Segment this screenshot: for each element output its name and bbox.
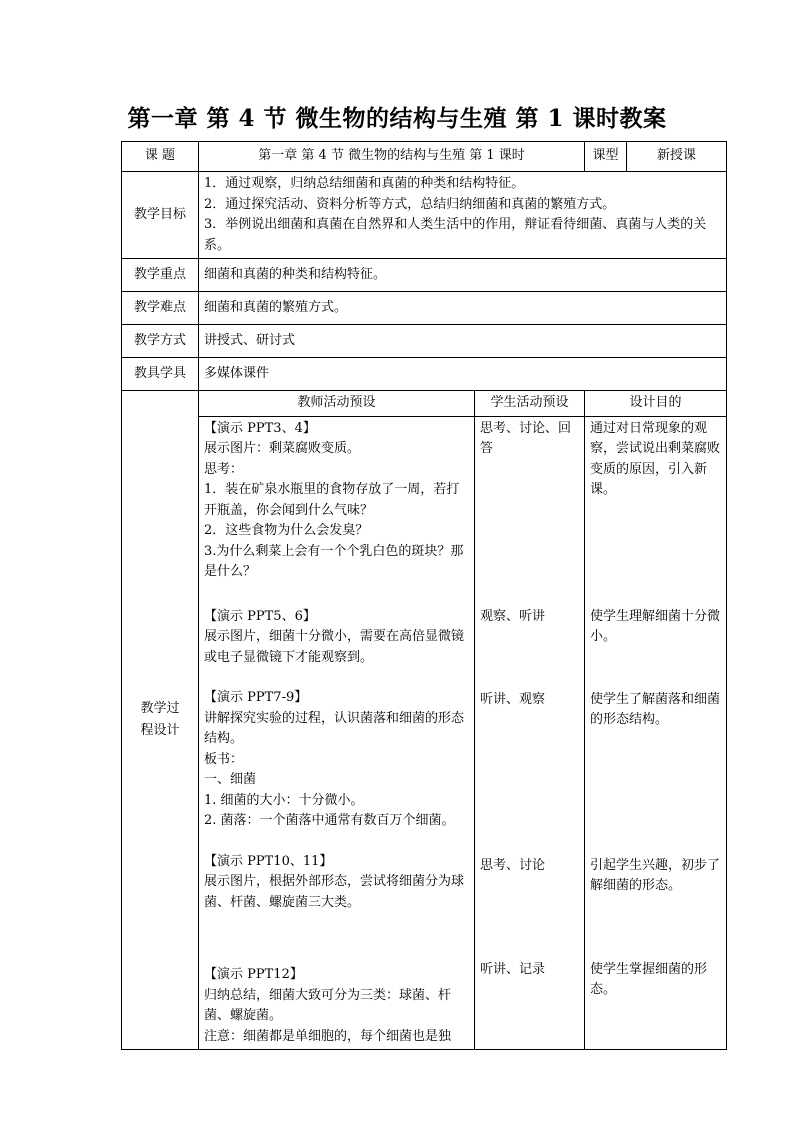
goal-item: 2．通过探究活动、资料分析等方式，总结归纳细菌和真菌的繁殖方式。 bbox=[204, 196, 616, 212]
segment-3-purpose: 使学生了解菌落和细菌的形态结构。 bbox=[590, 691, 721, 727]
segment-1-purpose: 通过对日常现象的观察，尝试说出剩菜腐败变质的原因，引入新课。 bbox=[590, 420, 721, 497]
goals-label: 教学目标 bbox=[122, 172, 199, 259]
key-label: 教学重点 bbox=[122, 259, 199, 292]
segment-1-student: 思考、讨论、回答 bbox=[480, 420, 572, 456]
difficult-label: 教学难点 bbox=[122, 292, 199, 325]
lesson-plan-table bbox=[121, 141, 727, 1050]
row-goals bbox=[122, 172, 727, 259]
topic-label: 课 题 bbox=[122, 142, 199, 172]
tools-value: 多媒体课件 bbox=[199, 358, 727, 391]
row-process-body bbox=[122, 416, 727, 1050]
purpose-column bbox=[585, 416, 727, 1050]
goal-item: 1．通过观察，归纳总结细菌和真菌的种类和结构特征。 bbox=[204, 176, 525, 191]
student-column bbox=[475, 416, 585, 1050]
process-label: 教学过程设计 bbox=[122, 391, 199, 1050]
segment-5-purpose: 使学生掌握细菌的形态。 bbox=[590, 961, 708, 997]
header-teacher: 教师活动预设 bbox=[199, 391, 475, 417]
segment-2-teacher: 【演示 PPT5、6】 展示图片，细菌十分微小，需要在高倍显微镜或电子显微镜下才能观察到。 bbox=[204, 608, 465, 665]
row-method bbox=[122, 325, 727, 358]
segment-4-teacher: 【演示 PPT10、11】 展示图片，根据外部形态，尝试将细菌分为球菌、杆菌、螺旋菌三大类。 bbox=[204, 853, 465, 910]
topic-value: 第一章 第 4 节 微生物的结构与生殖 第 1 课时 bbox=[199, 142, 585, 172]
header-student: 学生活动预设 bbox=[475, 391, 585, 417]
segment-1-teacher: 【演示 PPT3、4】 展示图片：剩菜腐败变质。 思考： 1．装在矿泉水瓶里的食物存放了一周，若打开瓶盖，你会闻到什么气味？ 2．这些食物为什么会发臭？ 3.为什么剩菜上会有一个个乳白色的斑块？那是什么？ bbox=[204, 420, 464, 579]
method-label: 教学方式 bbox=[122, 325, 199, 358]
goals-content bbox=[199, 172, 727, 259]
page-title: 第一章 第 4 节 微生物的结构与生殖 第 1 课时教案 bbox=[127, 105, 667, 132]
key-value: 细菌和真菌的种类和结构特征。 bbox=[199, 259, 727, 292]
segment-5-teacher: 【演示 PPT12】 归纳总结，细菌大致可分为三类：球菌、杆菌、螺旋菌。 注意：细菌都是单细胞的，每个细菌也是独 bbox=[204, 967, 452, 1044]
segment-3-student: 听讲、观察 bbox=[480, 691, 546, 707]
row-difficult bbox=[122, 292, 727, 325]
row-key bbox=[122, 259, 727, 292]
difficult-value: 细菌和真菌的繁殖方式。 bbox=[199, 292, 727, 325]
segment-5-student: 听讲、记录 bbox=[480, 961, 546, 977]
tools-label: 教具学具 bbox=[122, 358, 199, 391]
segment-2-purpose: 使学生理解细菌十分微小。 bbox=[590, 608, 721, 644]
header-purpose: 设计目的 bbox=[585, 391, 727, 417]
teacher-column bbox=[199, 416, 475, 1050]
goal-item: 3．举例说出细菌和真菌在自然界和人类生活中的作用，辩证看待细菌、真菌与人类的关系。 bbox=[204, 217, 707, 253]
row-process-header bbox=[122, 391, 727, 417]
row-tools bbox=[122, 358, 727, 391]
segment-4-student: 思考、讨论 bbox=[480, 857, 546, 873]
type-label: 课型 bbox=[585, 142, 627, 172]
type-value: 新授课 bbox=[627, 142, 727, 172]
segment-4-purpose: 引起学生兴趣，初步了解细菌的形态。 bbox=[590, 857, 721, 893]
method-value: 讲授式、研讨式 bbox=[199, 325, 727, 358]
segment-3-teacher: 【演示 PPT7-9】 讲解探究实验的过程，认识菌落和细菌的形态结构。 板书： 一、细菌 1. 细菌的大小：十分微小。 2. 菌落：一个菌落中通常有数百万个细菌。 bbox=[204, 690, 465, 828]
row-topic bbox=[122, 142, 727, 172]
segment-2-student: 观察、听讲 bbox=[480, 608, 546, 624]
